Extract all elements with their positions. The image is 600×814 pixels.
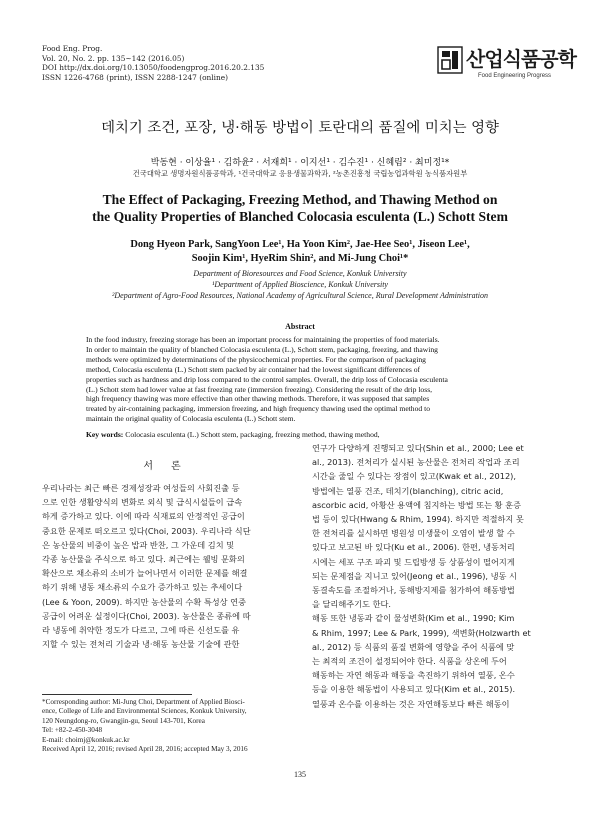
body-line: 중요한 문제로 떠오르고 있다(Choi, 2003). 우리나라 식단 xyxy=(42,525,251,536)
body-line: 하기 위해 냉동 채소류의 수요가 증가하고 있는 추세이다 xyxy=(42,582,243,593)
body-line: al., 2012) 등 식품의 품질 변화에 영향을 주어 식품에 맞 xyxy=(312,641,515,652)
body-line: 동결속도를 조절하거나, 동해방지제를 첨가하여 해동방법 xyxy=(312,585,515,596)
body-line: 한 전처리를 실시하면 병원성 미생물이 오염이 발생 할 수 xyxy=(312,528,515,539)
keywords xyxy=(86,430,516,439)
abstract-line: In order to maintain the quality of blanched Colocasia esculenta (L.), Schott stem, packaging, freezing, and thawing xyxy=(86,344,438,354)
abstract-line: In the food industry, freezing storage has been an important process for maintaining the properties of food materials. xyxy=(86,335,440,344)
english-affiliation-line: Department of Bioresources and Food Science, Konkuk University xyxy=(193,269,407,278)
body-line: 해동 또한 냉동과 같이 물성변화(Kim et al., 1990; Kim xyxy=(312,613,515,624)
abstract-line: maintain the original quality of Colocasia esculenta (L.) Schott stem. xyxy=(86,414,296,424)
footnote-line: *Corresponding author: Mi-Jung Choi, Department of Applied Biosci- xyxy=(42,698,245,706)
english-title-line: The Effect of Packaging, Freezing Method, and Thawing Method on xyxy=(102,192,498,207)
journal-header xyxy=(42,44,264,82)
abstract-line: high frequency thawing was more effective than other thawing methods. Therefore, it was supposed that samples xyxy=(86,394,430,404)
abstract-line: methods were optimized by determinations of the physicochemical properties. For the comparison of packaging xyxy=(86,354,426,364)
footnote-line: E-mail: choimj@konkuk.ac.kr xyxy=(42,735,130,744)
body-line: 법 등이 있다(Hwang & Rhim, 1994). 하지만 적절하지 못 xyxy=(312,514,524,525)
body-line: 시간을 줄일 수 있다는 장점이 있고(Kwak et al., 2012), xyxy=(312,471,516,482)
footnote-divider xyxy=(42,694,192,695)
body-line: 등을 이용한 해동법이 사용되고 있다(Kim et al., 2015). xyxy=(312,684,516,695)
body-line: 공급이 어려운 실정이다(Choi, 2003). 농산물은 종류에 따 xyxy=(42,610,251,621)
body-line: 확산으로 채소류의 소비가 늘어나면서 이러한 문제를 해결 xyxy=(42,568,248,579)
english-authors xyxy=(0,238,600,266)
journal-header-line: Food Eng. Prog. xyxy=(42,44,103,53)
body-line: 을 달리해주기도 한다. xyxy=(312,599,391,610)
abstract-line: (L.) Schott stem had lower value at fast freezing rate (immersion freezing). Considering the result of the drip loss, xyxy=(86,384,433,394)
body-line: & Rhim, 1997; Lee & Park, 1999), 색변화(Holzwarth et xyxy=(312,627,531,638)
body-line: ascorbic acid, 아황산 용액에 침지하는 방법 또는 황 훈증 xyxy=(312,499,522,510)
page-number: 135 xyxy=(294,770,306,779)
abstract-line: properties such as hardness and drip loss compared to the control samples. Overall, the drip loss of Colocasia esculenta xyxy=(86,374,448,384)
body-line: 시에는 세포 구조 파괴 및 드립방생 등 상품성이 떨어지게 xyxy=(312,556,515,567)
journal-header-line: Vol. 20, No. 2. pp. 135~142 (2016.05) xyxy=(42,53,185,63)
body-column-right xyxy=(312,441,559,711)
section-heading-introduction: 서론 xyxy=(143,461,199,472)
english-authors-line: Soojin Kim¹, HyeRim Shin², and Mi-Jung Choi¹* xyxy=(191,253,409,264)
footnote-line: Received April 12, 2016; revised April 28, 2016; accepted May 3, 2016 xyxy=(42,745,248,754)
body-line: 각종 농산물을 주식으로 하고 있다. 최근에는 웰빙 문화의 xyxy=(42,554,245,565)
abstract-heading: Abstract xyxy=(285,322,315,331)
english-title xyxy=(0,191,600,225)
body-line: 해동하는 자연 해동과 해동을 촉진하기 위하여 열풍, 온수 xyxy=(312,670,515,681)
logo-subtitle: Food Engineering Progress xyxy=(478,73,552,79)
keywords-label: Key words: xyxy=(86,430,124,439)
english-authors-line: Dong Hyeon Park, SangYoon Lee¹, Ha Yoon Kim², Jae-Hee Seo¹, Jiseon Lee¹, xyxy=(130,239,470,250)
footnote-line: Tel: +82-2-450-3048 xyxy=(42,726,103,735)
body-line: 연구가 다양하게 진행되고 있다(Shin et al., 2000; Lee et xyxy=(312,443,524,453)
korean-authors: 박동현 · 이상율¹ · 김하윤² · 서재희¹ · 이지선¹ · 김수진¹ · 신혜림² · 최미정¹* xyxy=(150,158,450,168)
body-line: 방법에는 열풍 건조, 데치기(blanching), citric acid, xyxy=(312,485,504,496)
abstract-body xyxy=(86,335,516,424)
footnote-line: ence, College of Life and Environmental Sciences, Konkuk University, xyxy=(42,707,247,716)
body-line: al., 2013). 전처리가 실시된 농산물은 전처리 작업과 조리 xyxy=(312,457,520,468)
body-line: 하게 증가하고 있다. 이에 따라 식재료의 안정적인 공급이 xyxy=(42,511,245,522)
body-line: 은 농산물의 비중이 높은 밥과 반찬, 그 가운데 김치 및 xyxy=(42,539,235,550)
journal-logo-mark-icon xyxy=(437,46,463,76)
footnote xyxy=(42,698,302,754)
body-line: 우리나라는 최근 빠른 경제성장과 여성들의 사회진출 등 xyxy=(42,483,240,493)
english-affiliations xyxy=(0,268,600,301)
abstract-line: treated by air-containing packaging, immersion freezing, and high frequency thawing used the optimal method to xyxy=(86,404,430,414)
body-line: (Lee & Yoon, 2009). 하지만 농산물의 수확 특성상 연중 xyxy=(42,596,246,607)
body-line: 있다고 보고된 바 있다(Ku et al., 2006). 한편, 냉동처리 xyxy=(312,542,515,553)
body-line: 지할 수 있는 전처리 기술과 냉·해동 농산물 기술에 관한 xyxy=(42,639,240,650)
body-line: 되는 문제점을 지니고 있어(Jeong et al., 1996), 냉동 시 xyxy=(312,570,517,581)
english-affiliation-line: ²Department of Agro-Food Resources, National Academy of Agricultural Science, Rural Development Administration xyxy=(111,291,489,300)
body-line: 라 냉동에 취약한 정도가 다르고, 그에 따른 신선도를 유 xyxy=(42,625,240,636)
abstract-line: method, Colocasia esculenta (L.) Schott stem packed by air container had the lowest significant differences of xyxy=(86,364,421,374)
body-column-left xyxy=(42,481,300,651)
journal-logo xyxy=(437,46,576,86)
journal-header-line: DOI http://dx.doi.org/10.13050/foodengprog.2016.20.2.135 xyxy=(42,63,265,73)
body-line: 열풍과 온수를 이용하는 것은 자연해동보다 빠른 해동이 xyxy=(312,698,510,709)
logo-title: 산업식품공학 xyxy=(466,47,576,71)
korean-affiliation: 건국대학교 생명자원식품공학과, ¹건국대학교 응용생물과학과, ²농촌진흥청 국립농업과학원 농식품자원부 xyxy=(132,169,468,178)
footnote-line: 120 Neungdong-ro, Gwangjin-gu, Seoul 143-701, Korea xyxy=(42,716,205,725)
english-affiliation-line: ¹Department of Applied Bioscience, Konkuk University xyxy=(212,280,388,289)
journal-header-line: ISSN 1226-4768 (print), ISSN 2288-1247 (online) xyxy=(42,72,229,82)
korean-title: 데치기 조건, 포장, 냉·해동 방법이 토란대의 품질에 미치는 영향 xyxy=(101,120,499,136)
english-title-line: the Quality Properties of Blanched Colocasia esculenta (L.) Schott Stem xyxy=(92,209,508,224)
body-line: 는 최적의 조건이 설정되어야 한다. 식품을 상온에 두어 xyxy=(312,656,507,667)
body-line: 으로 인한 생활양식의 변화로 외식 및 급식시설들이 급속 xyxy=(42,497,243,508)
keywords-text: Colocasia esculenta (L.) Schott stem, packaging, freezing method, thawing method, xyxy=(125,430,380,439)
